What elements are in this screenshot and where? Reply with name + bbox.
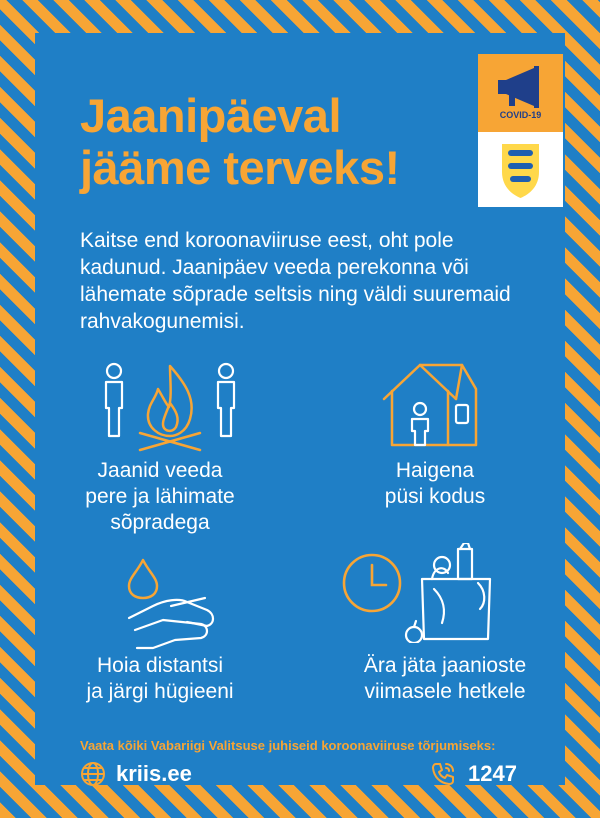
person-at-home-icon	[380, 361, 490, 451]
tip-3-line-2: ja järgi hügieeni	[86, 680, 234, 703]
megaphone-icon	[478, 56, 563, 116]
globe-icon	[80, 761, 106, 787]
tip-2-line-2: püsi kodus	[384, 485, 486, 508]
content-panel	[35, 33, 565, 785]
covid-badge	[478, 54, 563, 207]
kriis-link-label[interactable]: kriis.ee	[116, 761, 192, 786]
poster-title	[80, 90, 400, 194]
clock-groceries-icon	[340, 543, 520, 643]
hand-washing-icon	[123, 558, 223, 658]
coat-of-arms-three-lions-icon	[478, 132, 563, 207]
tip-3-line-1: Hoia distantsi	[96, 654, 224, 677]
tip-4-line-1: Ära jäta jaanioste	[363, 654, 527, 677]
tip-4-caption	[320, 653, 570, 705]
kriis-link[interactable]	[80, 761, 192, 787]
title-line-2: jääme terveks!	[80, 141, 400, 194]
tip-2-caption	[310, 458, 560, 510]
tip-1-caption	[35, 458, 285, 536]
people-bonfire-icon	[95, 361, 245, 456]
footer-note: Vaata kõiki Vabariigi Valitsuse juhiseid koroonaviiruse tõrjumiseks:	[80, 738, 496, 753]
tip-1-line-2: pere ja lähimate	[85, 485, 235, 508]
tip-3-caption	[35, 653, 285, 705]
phone-icon	[430, 761, 458, 787]
intro-text: Kaitse end koroonaviiruse eest, oht pole kadunud. Jaanipäev veeda perekonna või lähemate sõprade seltsis ning väldi suuremaid rahvakogunemisi.	[80, 229, 511, 333]
tip-1-line-3: sõpradega	[110, 511, 210, 534]
badge-top	[478, 54, 563, 132]
phone-number-label[interactable]: 1247	[468, 761, 517, 786]
badge-bottom	[478, 132, 563, 207]
tip-4-line-2: viimasele hetkele	[364, 680, 526, 703]
tip-1-line-1: Jaanid veeda	[97, 459, 223, 482]
title-line-1: Jaanipäeval	[80, 89, 342, 142]
badge-label: COVID-19	[499, 110, 542, 120]
tip-2-line-1: Haigena	[395, 459, 475, 482]
phone-number[interactable]	[430, 761, 517, 787]
